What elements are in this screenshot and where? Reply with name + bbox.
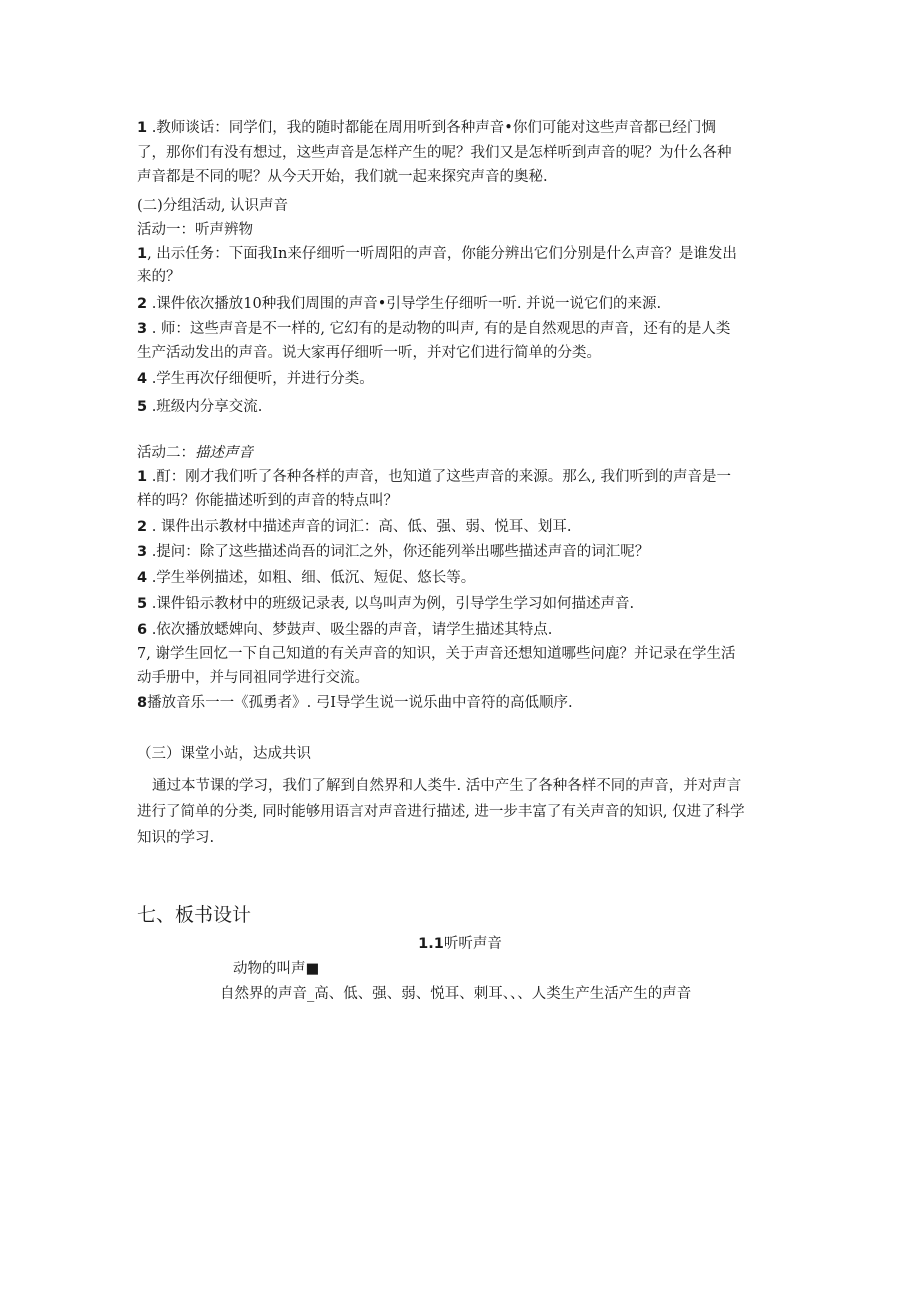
item-number: 1 <box>137 246 148 262</box>
item-number: 4 <box>137 371 148 387</box>
item-text: .课件铅示教材中的班级记录表, 以鸟叫声为例，引导学生学习如何描述声音. <box>147 596 635 612</box>
board-line-nature-sounds: 自然界的声音_高、低、强、弱、悦耳、刺耳、、、人类生产生活产生的声音 <box>220 986 692 1002</box>
activity2-item-2 <box>137 516 797 538</box>
item-number: 3 <box>137 544 148 560</box>
activity2-item-1 <box>137 466 797 488</box>
intro-text: .教师谈话：同学们，我的随时都能在周用听到各种声音•你们可能对这些声音都已经门惆 <box>147 120 716 136</box>
board-line-animal-sounds: 动物的叫声■ <box>233 961 320 977</box>
activity2-title <box>137 442 797 464</box>
activity1-item-2 <box>137 293 797 315</box>
activity2-item-1-cont: 样的吗？你能描述听到的声音的特点叫？ <box>137 493 398 509</box>
activity1-item-3-cont: 生产活动发出的声音。说大家再仔细听一听，并对它们进行简单的分类。 <box>137 345 601 361</box>
activity2-item-4 <box>137 567 797 589</box>
activity2-item-6 <box>137 619 797 641</box>
activity1-title: 活动一：听声辨物 <box>137 222 253 238</box>
section3-line-2: 进行了简单的分类, 同时能够用语言对声音进行描述, 进一步丰富了有关声音的知识, 仅进了科学 <box>137 804 745 820</box>
activity2-item-7: 7, 谢学生回忆一下自己知道的有关声音的知识，关于声音还想知道哪些问鹿？并记录在学生活 <box>137 646 736 662</box>
intro-line-3: 声音都是不同的呢？从今天开始，我们就一起来探究声音的奥秘. <box>137 169 548 185</box>
activity2-prefix: 活动二： <box>137 445 195 461</box>
item-number: 5 <box>137 399 148 415</box>
item-text: .学生举例描述，如粗、细、低沉、短促、悠长等。 <box>147 570 476 586</box>
section3-line-1: 通过本节课的学习，我们了解到自然界和人类牛. 活中产生了各种各样不同的声音，并对声言 <box>152 778 742 794</box>
activity1-item-4 <box>137 368 797 390</box>
item-number: 2 <box>137 296 148 312</box>
item-number: 1 <box>137 469 148 485</box>
item-text: . 师：这些声音是不一样的, 它幻有的是动物的叫声, 有的是自然观思的声音，还有的是人类 <box>147 321 731 337</box>
activity2-item-3 <box>137 541 797 563</box>
item-number: 1 <box>137 120 148 136</box>
activity1-item-1-cont: 来的？ <box>137 269 181 285</box>
activity2-item-5 <box>137 593 797 615</box>
item-text: . 课件出示教材中描述声音的词汇：高、低、强、弱、悦耳、划耳. <box>147 519 572 535</box>
item-text: .学生再次仔细便听，并进行分类。 <box>147 371 374 387</box>
section3-title: （三）课堂小站，达成共识 <box>137 746 311 762</box>
item-number: 2 <box>137 519 148 535</box>
item-text: .提问：除了这些描述尚吾的词汇之外，你还能列举出哪些描述声音的词汇呢？ <box>147 544 650 560</box>
item-number: 8 <box>137 695 148 711</box>
item-text: .酊：刚才我们听了各种各样的声音，也知道了这些声音的来源。那么, 我们听到的声音是一 <box>147 469 732 485</box>
activity1-item-3 <box>137 318 797 340</box>
intro-line-2: 了，那你们有没有想过，这些声音是怎样产生的呢？我们又是怎样听到声音的呢？为什么各种 <box>137 145 732 161</box>
item-number: 3 <box>137 321 148 337</box>
item-text: .班级内分享交流. <box>147 399 263 415</box>
item-text: , 出示任务：下面我In来仔细听一听周阳的声音，你能分辨出它们分别是什么声音？是谁发出 <box>147 246 737 262</box>
item-number: 4 <box>137 570 148 586</box>
item-number: 6 <box>137 622 148 638</box>
activity2-item-7-cont: 动手册中，并与同祖同学进行交流。 <box>137 670 369 686</box>
intro-line-1 <box>137 117 797 139</box>
activity1-item-1 <box>137 243 797 265</box>
activity1-item-5 <box>137 396 797 418</box>
item-text: .依次播放蟋婢向、梦鼓声、吸尘器的声音，请学生描述其特点. <box>147 622 553 638</box>
section3-line-3: 知识的学习. <box>137 830 215 846</box>
board-design-heading: 七、板书设计 <box>137 904 252 926</box>
item-text: 播放音乐一一《孤勇者》. 弓I导学生说一说乐曲中音符的高低顺序. <box>147 695 573 711</box>
activity2-title-text: 描述声音 <box>195 445 253 461</box>
activity2-item-8 <box>137 692 797 714</box>
board-title-text: 听听声音 <box>443 936 502 952</box>
item-number: 5 <box>137 596 148 612</box>
section2-title: (二)分组活动, 认识声音 <box>137 198 289 214</box>
board-title <box>0 933 920 955</box>
board-title-number: 1.1 <box>418 936 444 952</box>
item-text: .课件依次播放10种我们周围的声音•引导学生仔细听一听. 并说一说它们的来源. <box>147 296 662 312</box>
